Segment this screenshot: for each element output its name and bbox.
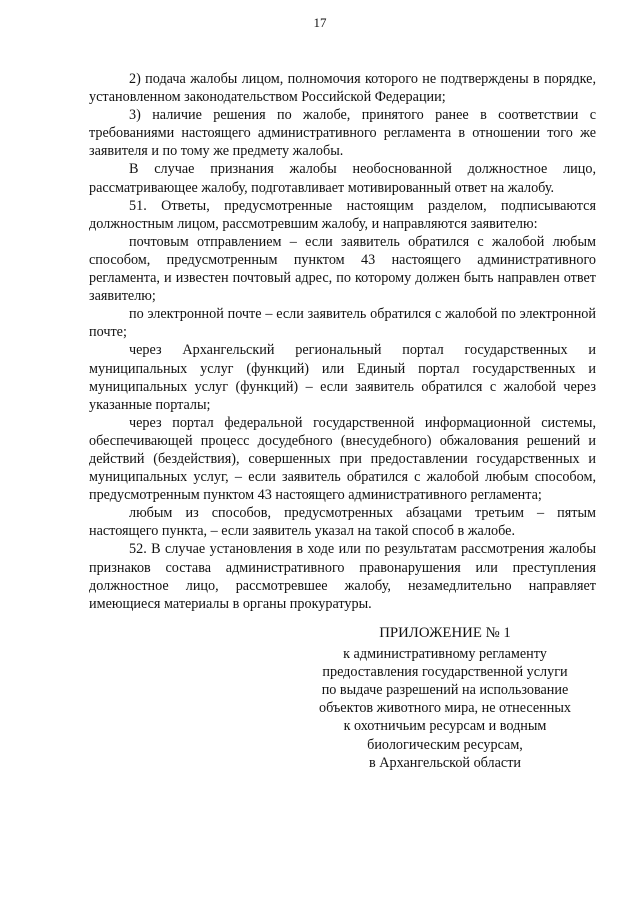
paragraph-section-52: 52. В случае установления в ходе или по результатам рассмотрения жалобы признаков состава административного правонарушения или преступления должностное лицо, рассмотревшее жалобу, незамедлительно направляет имеющиеся материалы в органы прокуратуры. xyxy=(89,541,596,612)
paragraph-portal-delivery: через Архангельский региональный портал государственных и муниципальных услуг (функций) или Единый портал государственных и муниципальных услуг (функций) – если заявитель обратился с жалобой через указанные порталы; xyxy=(89,342,596,413)
paragraph-unfounded-complaint: В случае признания жалобы необоснованной должностное лицо, рассматривающее жалобу, подготавливает мотивированный ответ на жалобу. xyxy=(89,161,596,196)
appendix-line: в Архангельской области xyxy=(369,754,521,771)
paragraph-any-method-delivery: любым из способов, предусмотренных абзацами третьим – пятым настоящего пункта, – если заявитель указал на такой способ в жалобе. xyxy=(89,505,596,540)
paragraph-item-3-refusal-ground: 3) наличие решения по жалобе, принятого ранее в соответствии с требованиями настоящего административного регламента в отношении того же заявителя и по тому же предмету жалобы. xyxy=(89,107,596,160)
appendix-line: объектов животного мира, не отнесенных xyxy=(319,700,571,717)
paragraph-item-2-refusal-ground: 2) подача жалобы лицом, полномочия которого не подтверждены в порядке, установленном законодательством Российской Федерации; xyxy=(89,71,596,106)
appendix-line: биологическим ресурсам, xyxy=(367,736,523,753)
appendix-heading-block xyxy=(300,624,590,772)
paragraph-email-delivery: по электронной почте – если заявитель обратился с жалобой по электронной почте; xyxy=(89,306,596,341)
paragraph-federal-system-delivery: через портал федеральной государственной информационной системы, обеспечивающей процесс досудебного (внесудебного) обжалования решений и действий (бездействия), совершенных при предоставлении государственных и муниципальных услуг, – если заявитель обратился с жалобой любым способом, предусмотренным пунктом 43 настоящего административного регламента; xyxy=(89,414,596,504)
appendix-title: ПРИЛОЖЕНИЕ № 1 xyxy=(379,625,511,641)
paragraph-postal-delivery: почтовым отправлением – если заявитель обратился с жалобой любым способом, предусмотренным пунктом 43 настоящего административного регламента, и известен почтовый адрес, по которому должен быть направлен ответ заявителю; xyxy=(89,233,596,305)
appendix-line: к административному регламенту xyxy=(343,646,547,663)
appendix-line: предоставления государственной услуги xyxy=(322,664,568,681)
paragraph-section-51: 51. Ответы, предусмотренные настоящим разделом, подписываются должностным лицом, рассмотревшим жалобу, и направляются заявителю: xyxy=(89,197,596,232)
document-body xyxy=(89,70,596,613)
page-number: 17 xyxy=(313,15,327,30)
appendix-line: к охотничьим ресурсам и водным xyxy=(343,718,547,735)
appendix-line: по выдаче разрешений на использование xyxy=(321,682,569,699)
